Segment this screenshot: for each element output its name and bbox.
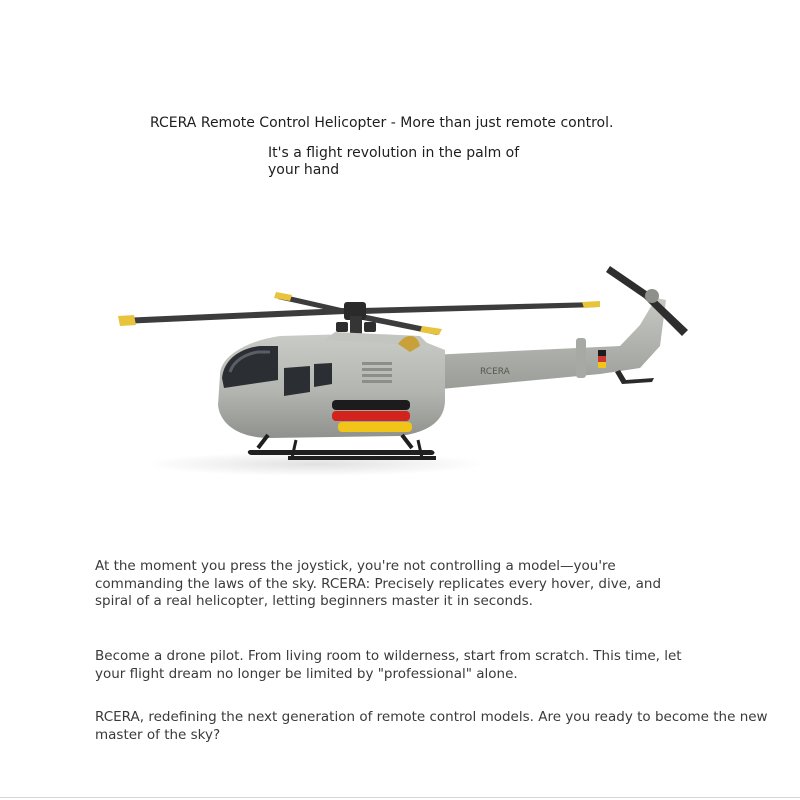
headline: RCERA Remote Control Helicopter - More than just remote control. [150,115,614,131]
body-paragraph: Become a drone pilot. From living room to wilderness, start from scratch. This time, let your flight dream no longer be limited by "professional" alone. [95,648,682,682]
flag-stripes [332,400,412,432]
subheadline: It's a flight revolution in the palm of your hand [268,145,520,178]
body-paragraph: RCERA, redefining the next generation of remote control models. Are you ready to become the new master of the sky? [95,709,768,743]
divider [0,797,800,798]
landing-skids [248,435,436,458]
body-paragraph: At the moment you press the joystick, you're not controlling a model—you're commanding the laws of the sky. RCERA: Precisely replicates every hover, dive, and spiral of a real helicopter, letting beginners master it in seconds. [95,558,662,609]
helicopter-illustration [100,250,720,480]
tail-boom [430,298,666,390]
brand-mark: RCERA [480,367,510,377]
